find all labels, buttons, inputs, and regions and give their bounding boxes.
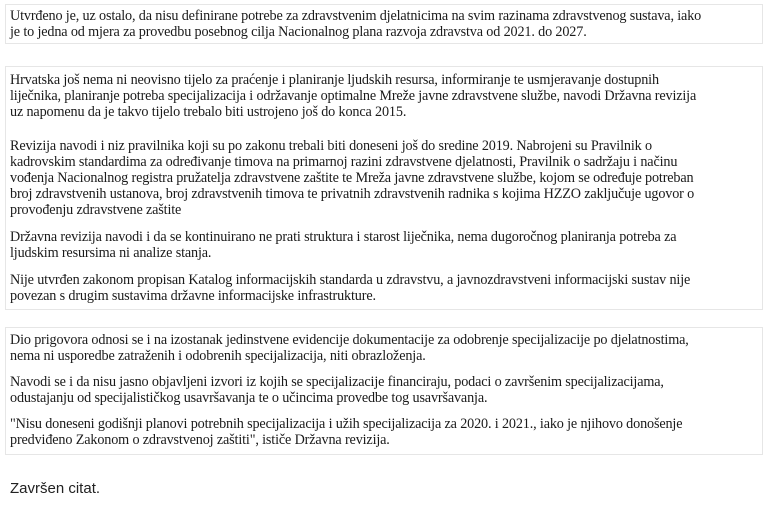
paragraph-2-4: Nije utvrđen zakonom propisan Katalog informacijskih standarda u zdravstvu, a javnozdravstveni informacijski sustav nije povezan s drugim sustavima državne informacijske infrastrukture.	[10, 272, 691, 304]
paragraph-2-3: Državna revizija navodi i da se kontinuirano ne prati struktura i starost liječnika, nema dugoročnog planiranja potreba za ljudskim resursima ni analize stanja.	[10, 229, 677, 261]
paragraph-2-2: Revizija navodi i niz pravilnika koji su po zakonu trebali biti doneseni još do sredine 2019. Nabrojeni su Pravilnik o kadrovskim standardima za određivanje timova na primarnoj razini zdravstvene djelatnosti, Pravilnik o sadržaju i načinu vođenja Nacionalnog registra pružatelja zdravstvene zaštite te Mreža javne zdravstvene službe, kojom se određuje potreban broj zdravstvenih ustanova, broj zdravstvenih timova te privatnih zdravstvenih radnika s kojima HZZO zaključuje ugovor o provođenju zdravstvene zaštite	[10, 138, 695, 218]
paragraph-3-2: Navodi se i da nisu jasno objavljeni izvori iz kojih se specijalizacije financiraju, podaci o završenim specijalizacijama, odustajanju od specijalističkog usavršavanja te o učincima provedbe tog usavršavanja.	[10, 374, 664, 406]
paragraph-1-1: Utvrđeno je, uz ostalo, da nisu definirane potrebe za zdravstvenim djelatnicima na svim razinama zdravstvenog sustava, iako je to jedna od mjera za provedbu posebnog cilja Nacionalnog plana razvoja zdravstva od 2021. do 2027.	[10, 8, 702, 40]
paragraph-3-3: "Nisu doneseni godišnji planovi potrebnih specijalizacija i užih specijalizacija za 2020. i 2021., iako je njihovo donošenje predviđeno Zakonom o zdravstvenoj zaštiti", ističe Državna revizija.	[10, 416, 683, 448]
closing-note: Završen citat.	[10, 480, 101, 497]
paragraph-3-1: Dio prigovora odnosi se i na izostanak jedinstvene evidencije dokumentacije za odobrenje specijalizacije po djelatnostima, nema ni usporedbe zatraženih i odobrenih specijalizacija, niti obrazloženja.	[10, 332, 689, 364]
paragraph-2-1: Hrvatska još nema ni neovisno tijelo za praćenje i planiranje ljudskih resursa, informiranje te usmjeravanje dostupnih liječnika, planiranje potreba specijalizacija i održavanje optimalne Mreže javne zdravstvene službe, navodi Državna revizija uz napomenu da je takvo tijelo trebalo biti ustrojeno još do konca 2015.	[10, 72, 697, 120]
